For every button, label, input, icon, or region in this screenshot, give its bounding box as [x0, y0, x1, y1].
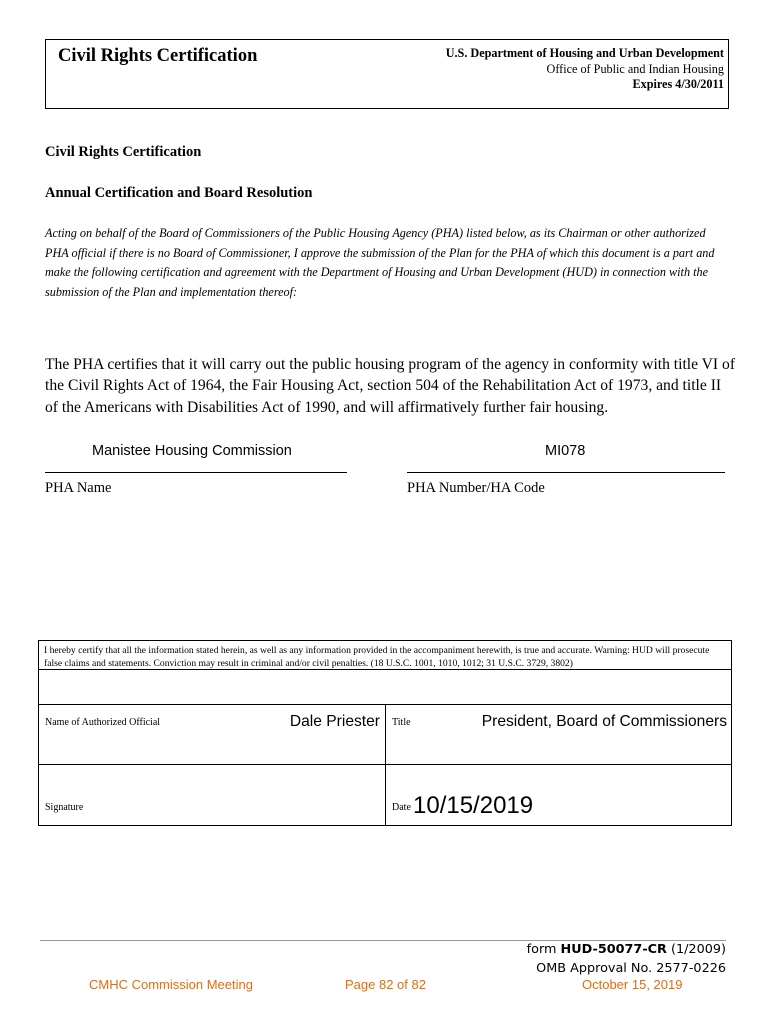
form-number: HUD-50077-CR [560, 942, 667, 957]
table-column-divider [385, 704, 386, 826]
header-box [45, 39, 729, 109]
footer-meeting-date: October 15, 2019 [582, 977, 683, 992]
pha-number-underline [407, 472, 725, 473]
footer-divider [40, 940, 726, 941]
date-label: Date [392, 802, 411, 813]
form-identifier [527, 942, 726, 957]
omb-approval: OMB Approval No. 2577-0226 [536, 961, 726, 976]
pha-name-value[interactable]: Manistee Housing Commission [92, 443, 292, 459]
date-value[interactable]: 10/15/2019 [413, 792, 534, 819]
subsection-heading: Annual Certification and Board Resolution [45, 185, 313, 201]
certification-paragraph: The PHA certifies that it will carry out the public housing program of the agency in conformity with title VI of the Civil Rights Act of 1964, the Fair Housing Act, section 504 of the Rehabilitation Act of 1973, and title II of the Americans with Disabilities Act of 1990, and will affirmatively further fair housing. [45, 356, 736, 416]
form-title: Civil Rights Certification [58, 46, 258, 66]
title-value[interactable]: President, Board of Commissioners [481, 713, 727, 730]
pha-number-label: PHA Number/HA Code [407, 480, 545, 496]
footer-meeting-name: CMHC Commission Meeting [89, 977, 253, 992]
official-name-label: Name of Authorized Official [45, 717, 161, 728]
signature-label: Signature [45, 802, 84, 813]
pha-name-underline [45, 472, 347, 473]
official-name-value[interactable]: Dale Priester [289, 713, 380, 730]
agency-block [446, 46, 724, 93]
warning-text: I hereby certify that all the information stated herein, as well as any information provided in the accompaniment herewith, is true and accurate. Warning: HUD will prosecute false claims and statements. Conviction may result in criminal and/or civil penalties. (18 U.S.C. 1001, 1010, 1012; 31 U.S.C. 3729, 3802) [44, 645, 710, 669]
form-prefix: form [526, 942, 557, 957]
expiration-date: Expires 4/30/2011 [632, 77, 724, 91]
footer-page-number: Page 82 of 82 [345, 977, 426, 992]
pha-name-label: PHA Name [45, 480, 112, 496]
form-version: (1/2009) [670, 942, 726, 957]
table-divider [39, 669, 731, 670]
pha-number-value[interactable]: MI078 [545, 443, 586, 459]
intro-paragraph: Acting on behalf of the Board of Commissioners of the Public Housing Agency (PHA) listed below, as its Chairman or other authorized PHA official if there is no Board of Commissioner, I approve the submission of the Plan for the PHA of which this document is a part and make the following certification and agreement with the Department of Housing and Urban Development (HUD) in connection with the submission of the Plan and implementation thereof: [45, 226, 715, 299]
office-name: Office of Public and Indian Housing [546, 61, 724, 76]
certification-table [38, 640, 732, 826]
title-label: Title [392, 717, 411, 728]
section-heading: Civil Rights Certification [45, 144, 202, 160]
department-name: U.S. Department of Housing and Urban Development [445, 46, 724, 60]
